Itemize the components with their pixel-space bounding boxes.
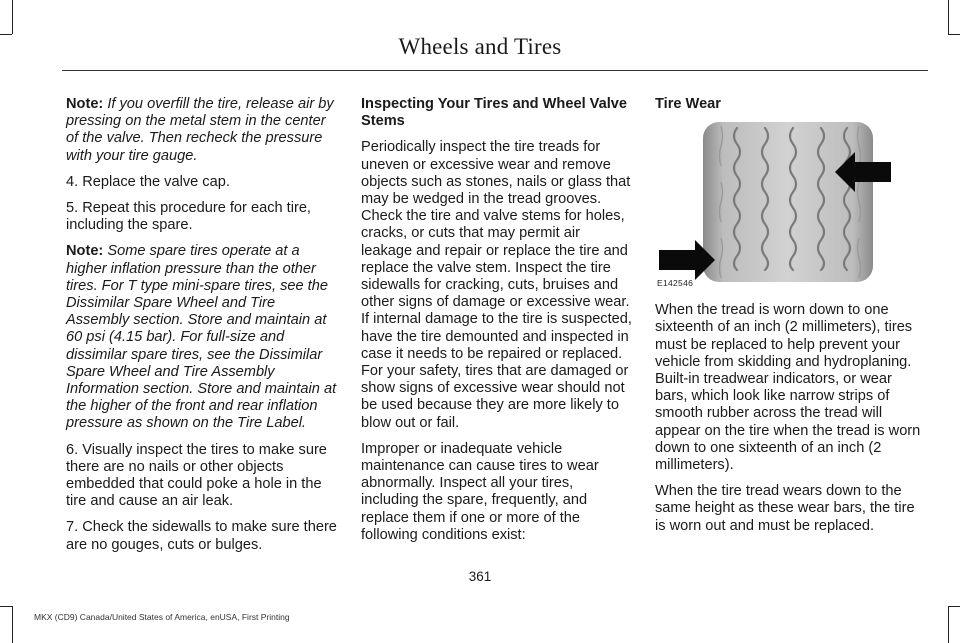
note-label: Note:: [66, 96, 104, 112]
note-label: Note:: [66, 243, 104, 260]
paragraph-inspection: Periodically inspect the tire treads for uneven or excessive wear and remove objects such as stones, nails or glass that may be wedged in the tread grooves. Check the tire and valve stems for holes, cracks, or cuts that may permit air leakage and repair or replace the tire and replace the valve stem. Inspect the tire sidewalls for cracking, cuts, bruises and other signs of damage or excessive wear. If internal damage to the tire is suspected, have the tire demounted and inspected in case it needs to be repaired or replaced. For your safety, tires that are damaged or show signs of excessive wear should not be used because they are more likely to blow out or fail.: [361, 139, 632, 431]
page-number: 361: [468, 569, 492, 584]
step-5: 5. Repeat this procedure for each tire, including the spare.: [66, 200, 311, 234]
print-info: MKX (CD9) Canada/United States of America, enUSA, First Printing: [34, 612, 290, 622]
column-3: [655, 96, 927, 544]
crop-mark: [0, 606, 12, 607]
tire-tread-illustration: [655, 122, 895, 292]
column-1: [66, 96, 338, 563]
crop-mark: [948, 606, 949, 643]
note-text: If you overfill the tire, release air by pressing on the metal stem in the center of the valve. Then recheck the pressure with your tire gauge.: [66, 96, 334, 164]
page-title: Wheels and Tires: [398, 34, 562, 59]
paragraph-maintenance: Improper or inadequate vehicle maintenance can cause tires to wear abnormally. Inspect all your tires, including the spare, frequently, and replace them if one or more of the following conditions exist:: [361, 440, 599, 543]
figure-code: E142546: [657, 278, 694, 288]
step-4: 4. Replace the valve cap.: [66, 173, 230, 190]
note-text: Some spare tires operate at a higher inflation pressure than the other tires. For T type mini-spare tires, see the Dissimilar Spare Wheel and Tire Assembly section. Store and maintain at 60 psi (4.15 bar). For full-size and dissimilar spare tires, see the Dissimilar Spare Wheel and Tire Assembly Information section. Store and maintain at the higher of the front and rear inflation pressure as shown on the Tire Label.: [66, 243, 337, 432]
crop-mark: [12, 0, 13, 34]
section-heading-inspecting: Inspecting Your Tires and Wheel Valve Stems: [361, 96, 628, 130]
note-spare-tires: [66, 243, 338, 432]
paragraph-wear-bars: When the tire tread wears down to the same height as these wear bars, the tire is worn out and must be replaced.: [655, 483, 915, 534]
step-6: 6. Visually inspect the tires to make sure there are no nails or other objects embedded that could poke a hole in the tire and cause an air leak.: [66, 441, 327, 510]
column-2: [361, 96, 633, 553]
crop-mark: [948, 606, 960, 607]
paragraph-tread-worn: When the tread is worn down to one sixteenth of an inch (2 millimeters), tires must be replaced to help prevent your vehicle from skidding and hydroplaning. Built-in treadwear indicators, or wear bars, which look like narrow strips of smooth rubber across the tread will appear on the tire when the tread is worn down to one sixteenth of an inch (2 millimeters).: [655, 302, 921, 474]
step-7: 7. Check the sidewalls to make sure there are no gouges, cuts or bulges.: [66, 519, 337, 553]
tire-wear-figure: [655, 122, 895, 292]
note-overfill: [66, 96, 338, 165]
crop-mark: [948, 0, 949, 34]
section-heading-tire-wear: Tire Wear: [655, 96, 721, 112]
crop-mark: [12, 606, 13, 643]
header-rule: [62, 70, 928, 71]
